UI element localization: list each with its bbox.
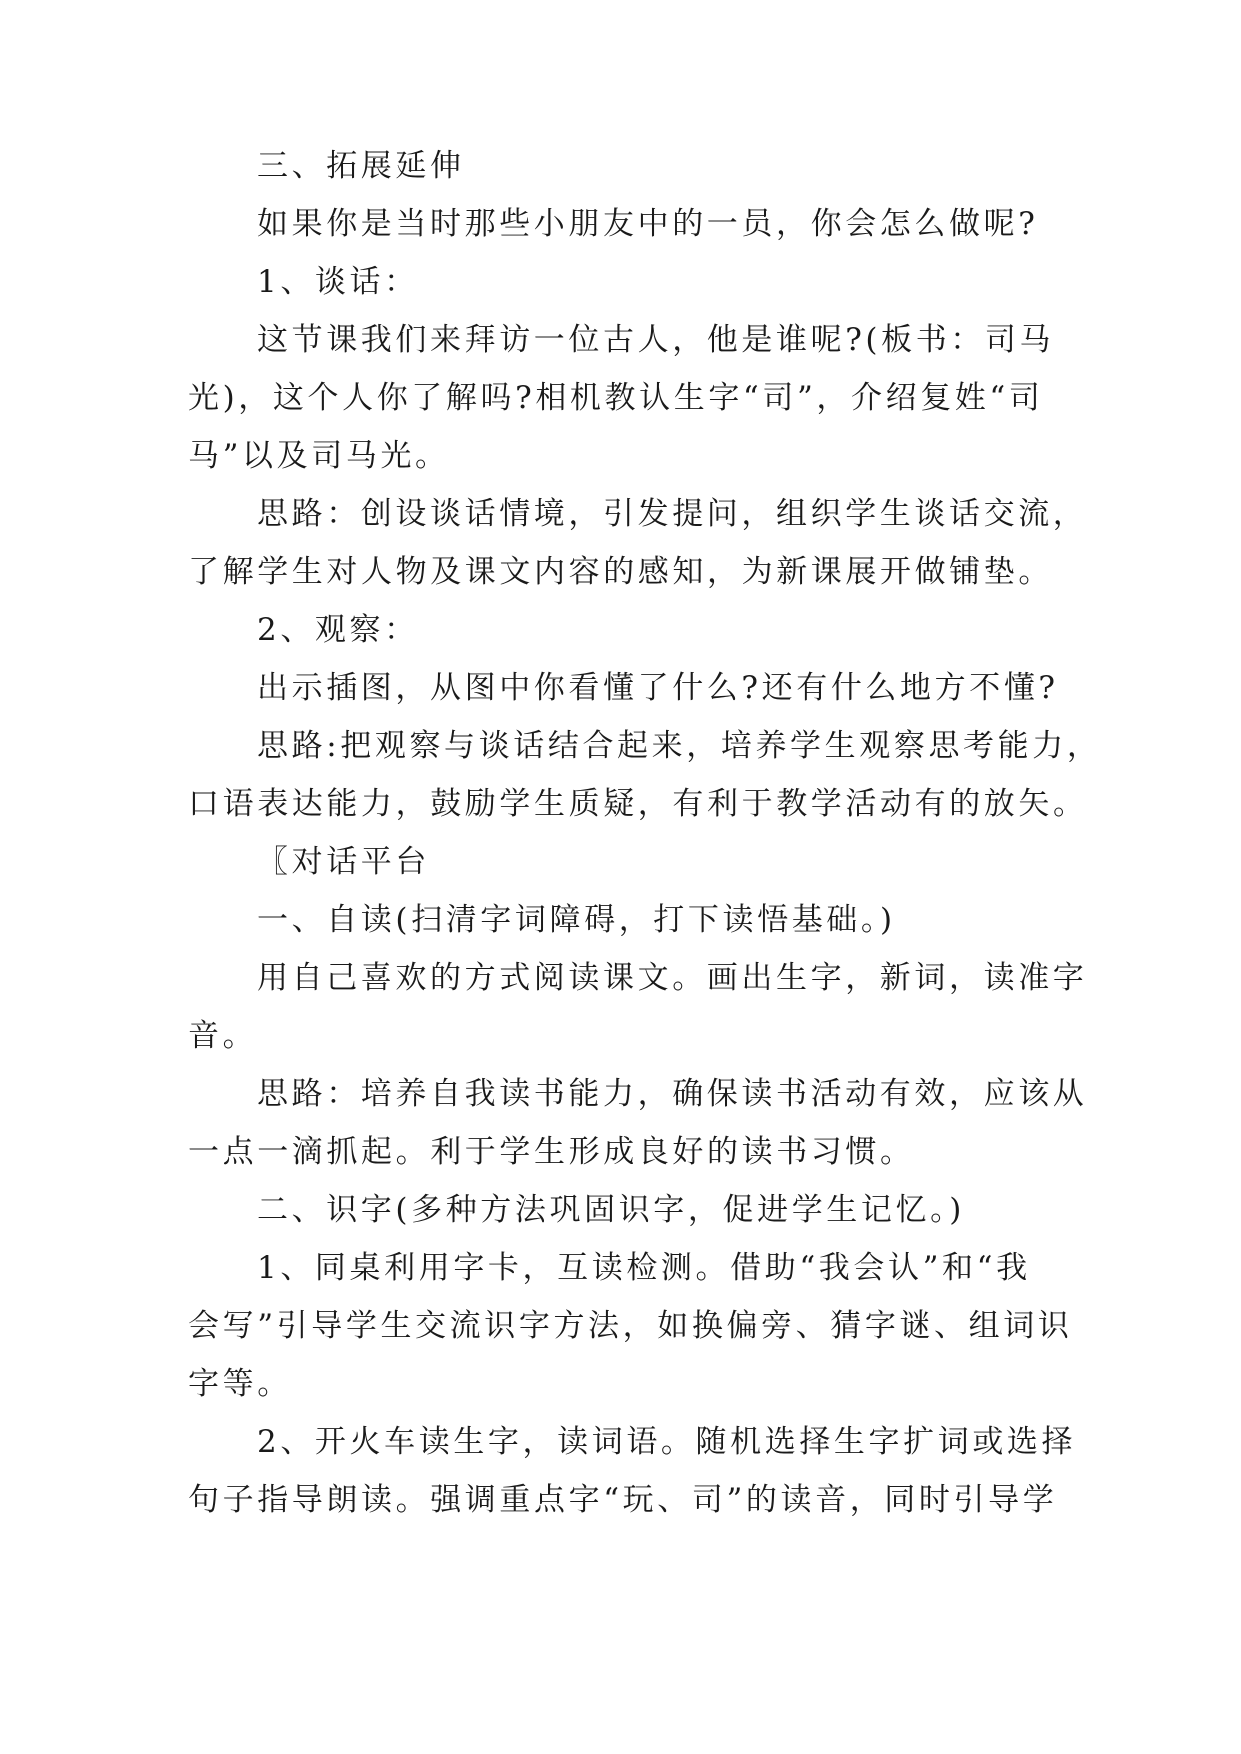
paragraph-line: 句子指导朗读。强调重点字“玩、司”的读音，同时引导学: [188, 1482, 1058, 1518]
paragraph-line: 字等。: [188, 1366, 292, 1402]
paragraph-line: 思路：创设谈话情境，引发提问，组织学生谈话交流，: [257, 496, 1088, 532]
paragraph-line: 2、开火车读生字，读词语。随机选择生字扩词或选择: [257, 1424, 1077, 1460]
paragraph-line: 口语表达能力，鼓励学生质疑，有利于教学活动有的放矢。: [188, 786, 1088, 822]
paragraph-line: 一点一滴抓起。利于学生形成良好的读书习惯。: [188, 1134, 915, 1170]
paragraph-line: 马”以及司马光。: [188, 438, 450, 474]
paragraph-line: 光)，这个人你了解吗?相机教认生字“司”，介绍复姓“司: [188, 380, 1044, 416]
paragraph-line: 会写”引导学生交流识字方法，如换偏旁、猜字谜、组词识: [188, 1308, 1073, 1344]
paragraph-line: 音。: [188, 1018, 258, 1054]
subheading-self-reading: 一、自读(扫清字词障碍，打下读悟基础。): [257, 902, 896, 938]
paragraph-line: 思路：培养自我读书能力，确保读书活动有效，应该从: [257, 1076, 1088, 1112]
section-heading-dialogue: 〖对话平台: [257, 844, 430, 880]
subheading-conversation: 1、谈话：: [257, 264, 419, 300]
subheading-observation: 2、观察：: [257, 612, 419, 648]
paragraph-line: 出示插图，从图中你看懂了什么?还有什么地方不懂?: [257, 670, 1059, 706]
paragraph-line: 如果你是当时那些小朋友中的一员，你会怎么做呢?: [257, 206, 1039, 242]
paragraph-line: 1、同桌利用字卡，互读检测。借助“我会认”和“我: [257, 1250, 1031, 1286]
paragraph-line: 用自己喜欢的方式阅读课文。画出生字，新词，读准字: [257, 960, 1088, 996]
paragraph-line: 了解学生对人物及课文内容的感知，为新课展开做铺垫。: [188, 554, 1053, 590]
paragraph-line: 这节课我们来拜访一位古人，他是谁呢?(板书：司马: [257, 322, 1055, 358]
subheading-literacy: 二、识字(多种方法巩固识字，促进学生记忆。): [257, 1192, 965, 1228]
paragraph-line: 思路:把观察与谈话结合起来，培养学生观察思考能力，: [257, 728, 1102, 764]
section-heading-extension: 三、拓展延伸: [257, 148, 465, 184]
